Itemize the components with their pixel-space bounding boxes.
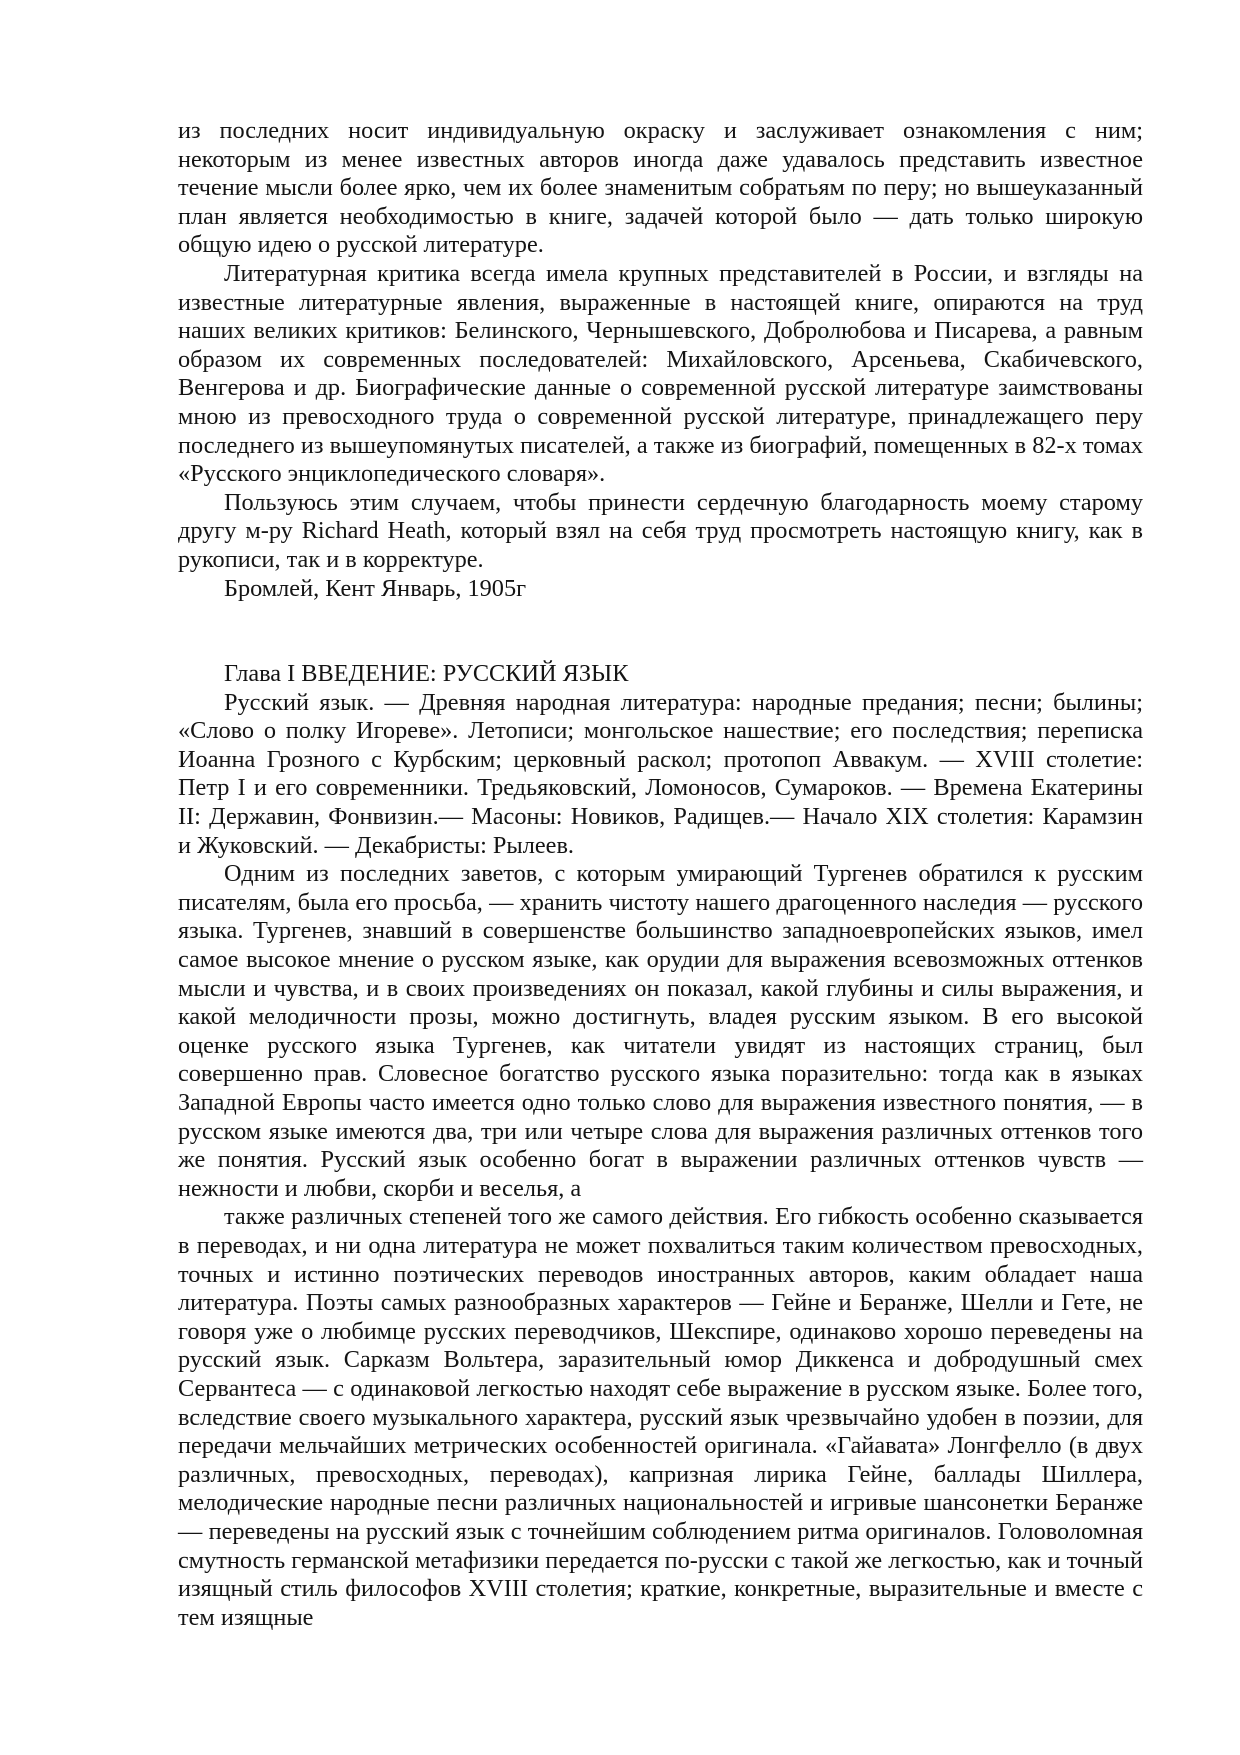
paragraph-acknowledgement: Пользуюсь этим случаем, чтобы принести сердечную благодарность моему старому другу м-ру Richard Heath, который взял на себя труд просмотреть настоящую книгу, как в рукописи, так и в корректуре.: [178, 488, 1143, 573]
paragraph-turgenev: Одним из последних заветов, с которым умирающий Тургенев обратился к русским писателям, была его просьба, — хранить чистоту нашего драгоценного наследия — русского языка. Тургенев, знавший в совершенстве большинство западноевропейских языков, имел самое высокое мнение о русском языке, как орудии для выражения всевозможных оттенков мысли и чувства, и в своих произведениях он показал, какой глубины и силы выражения, и какой мелодичности прозы, можно достигнуть, владея русским языком. В его высокой оценке русского языка Тургенев, как читатели увидят из настоящих страниц, был совершенно прав. Словесное богатство русского языка поразительно: тогда как в языках Западной Европы часто имеется одно только слово для выражения известного понятия, — в русском языке имеются два, три или четыре слова для выражения различных оттенков того же понятия. Русский язык особенно богат в выражении различных оттенков чувств — нежности и любви, скорби и веселья, а: [178, 860, 1143, 1202]
chapter-summary: Русский язык. — Древняя народная литература: народные предания; песни; былины; «Слово о полку Игореве». Летописи; монгольское нашествие; его последствия; переписка Иоанна Грозного с Курбским; церковный раскол; протопоп Аввакум. — XVIII столетие: Петр I и его современники. Тредьяковский, Ломоносов, Сумароков. — Времена Екатерины II: Державин, Фонвизин.— Масоны: Новиков, Радищев.— Начало XIX столетия: Карамзин и Жуковский. — Декабристы: Рылеев.: [178, 688, 1143, 859]
chapter-title: Глава I ВВЕДЕНИЕ: РУССКИЙ ЯЗЫК: [224, 660, 629, 688]
paragraph-continued: из последних носит индивидуальную окраску и заслуживает ознакомления с ним; некоторым из менее известных авторов иногда даже удавалось представить известное течение мысли более ярко, чем их более знаменитым собратьям по перу; но вышеуказанный план является необходимостью в книге, задачей которой было — дать только широкую общую идею о русской литературе.: [178, 117, 1143, 259]
signature-place-date: Бромлей, Кент Январь, 1905г: [224, 574, 527, 602]
document-page: [178, 117, 1143, 1632]
paragraph-literary-criticism: Литературная критика всегда имела крупных представителей в России, и взгляды на известные литературные явления, выраженные в настоящей книге, опираются на труд наших великих критиков: Белинского, Чернышевского, Добролюбова и Писарева, а равным образом их современных последователей: Михайловского, Арсеньева, Скабичевского, Венгерова и др. Биографические данные о современной русской литературе заимствованы мною из превосходного труда о современной русской литературе, принадлежащего перу последнего из вышеупомянутых писателей, а также из биографий, помещенных в 82-х томах «Русского энциклопедического словаря».: [178, 259, 1143, 488]
paragraph-translations: также различных степеней того же самого действия. Его гибкость особенно сказывается в переводах, и ни одна литература не может похвалиться таким количеством превосходных, точных и истинно поэтических переводов иностранных авторов, каким обладает наша литература. Поэты самых разнообразных характеров — Гейне и Беранже, Шелли и Гете, не говоря уже о любимце русских переводчиков, Шекспире, одинаково хорошо переведены на русский язык. Сарказм Вольтера, заразительный юмор Диккенса и добродушный смех Сервантеса — с одинаковой легкостью находят себе выражение в русском языке. Более того, вследствие своего музыкального характера, русский язык чрезвычайно удобен в поэзии, для передачи мельчайших метрических особенностей оригинала. «Гайавата» Лонгфелло (в двух различных, превосходных, переводах), капризная лирика Гейне, баллады Шиллера, мелодические народные песни различных национальностей и игривые шансонетки Беранже — переведены на русский язык с точнейшим соблюдением ритма оригиналов. Головоломная смутность германской метафизики передается по-русски с такой же легкостью, как и точный изящный стиль философов XVIII столетия; краткие, конкретные, выразительные и вместе с тем изящные: [178, 1203, 1143, 1631]
